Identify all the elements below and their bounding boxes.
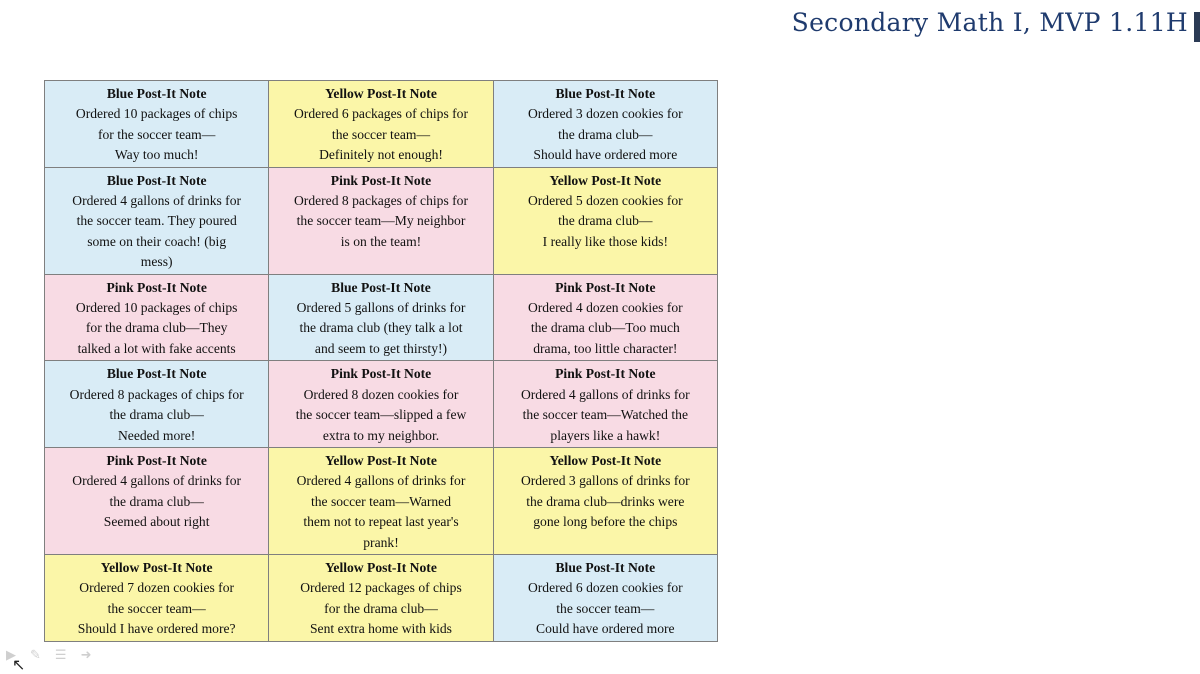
note-text-line: the soccer team—Watched the — [522, 407, 688, 423]
note-text-line: Way too much! — [114, 147, 199, 163]
note-text-line: Ordered 8 packages of chips for — [69, 386, 244, 402]
note-text-line: extra to my neighbor. — [322, 427, 440, 443]
note-title: Pink Post-It Note — [106, 279, 207, 295]
post-it-note-cell — [493, 447, 717, 554]
note-text-line: Ordered 12 packages of chips — [300, 580, 462, 596]
note-text-line: mess) — [140, 254, 173, 270]
note-title: Pink Post-It Note — [330, 172, 432, 188]
table-row — [45, 447, 718, 554]
note-title: Blue Post-It Note — [106, 86, 207, 101]
note-text-line: the soccer team—Warned — [310, 493, 452, 509]
note-text-line: Ordered 6 dozen cookies for — [527, 580, 683, 596]
note-title: Yellow Post-It Note — [325, 559, 437, 575]
note-text-line: Ordered 6 packages of chips for — [293, 106, 468, 122]
post-it-note-cell — [269, 447, 493, 554]
note-text-line: some on their coach! (big — [87, 233, 227, 249]
note-text-line: Ordered 10 packages of chips — [75, 106, 238, 122]
table-row — [45, 274, 718, 361]
pointer-icon[interactable]: ▶ — [6, 648, 16, 663]
note-title: Blue Post-It Note — [106, 366, 207, 382]
note-text-line: Ordered 5 gallons of drinks for — [296, 300, 466, 316]
note-title: Blue Post-It Note — [555, 559, 656, 575]
header-edge-bar — [1194, 12, 1200, 42]
note-text-line: Needed more! — [117, 427, 196, 443]
note-text-line: prank! — [363, 534, 399, 550]
notes-table-body — [45, 81, 718, 642]
note-text-line: Ordered 8 packages of chips for — [293, 193, 468, 209]
note-text-line: the drama club— — [109, 493, 204, 509]
note-title: Yellow Post-It Note — [100, 559, 213, 575]
post-it-note-cell — [493, 167, 717, 274]
note-text-line: I really like those kids! — [542, 233, 668, 249]
table-row — [45, 167, 718, 274]
note-text-line: Should have ordered more — [533, 147, 678, 163]
note-text-line: them not to repeat last year's — [303, 514, 459, 530]
note-text-line: the drama club— — [558, 126, 653, 142]
note-text-line: Ordered 8 dozen cookies for — [303, 386, 459, 402]
note-text-line: for the drama club— — [324, 600, 438, 616]
note-text-line: Ordered 10 packages of chips — [75, 300, 238, 316]
note-text-line: Ordered 4 gallons of drinks for — [296, 473, 466, 489]
note-title: Pink Post-It Note — [106, 452, 207, 468]
post-it-note-cell — [45, 167, 269, 274]
pen-icon[interactable]: ✎ — [30, 648, 41, 663]
note-text-line: drama, too little character! — [533, 340, 678, 356]
post-it-note-cell — [493, 361, 717, 448]
note-text-line: Seemed about right — [103, 514, 210, 530]
note-text-line: the drama club (they talk a lot — [299, 320, 463, 336]
note-text-line: the drama club— — [558, 213, 653, 229]
post-it-note-cell — [269, 274, 493, 361]
note-text-line: Definitely not enough! — [319, 147, 443, 163]
table-row — [45, 554, 718, 641]
note-text-line: is on the team! — [340, 233, 422, 249]
note-text-line: the soccer team—My neighbor — [296, 213, 466, 229]
note-title: Pink Post-It Note — [555, 366, 656, 382]
note-title: Blue Post-It Note — [331, 279, 431, 295]
note-title: Blue Post-It Note — [106, 172, 207, 188]
note-text-line: Ordered 3 dozen cookies for — [527, 106, 683, 122]
post-it-note-cell — [269, 361, 493, 448]
menu-icon[interactable]: ☰ — [54, 648, 67, 663]
note-text-line: Ordered 3 gallons of drinks for — [520, 473, 690, 489]
note-text-line: the soccer team— — [556, 600, 655, 616]
note-text-line: the drama club— — [109, 407, 204, 423]
note-text-line: Ordered 4 gallons of drinks for — [72, 193, 242, 209]
note-text-line: gone long before the chips — [533, 514, 678, 530]
note-title: Yellow Post-It Note — [549, 452, 662, 468]
note-text-line: for the soccer team— — [97, 126, 216, 142]
post-it-note-cell — [45, 447, 269, 554]
post-it-note-cell — [493, 554, 717, 641]
post-it-note-cell — [493, 81, 717, 168]
navigate-icon[interactable]: ➜ — [80, 648, 92, 663]
note-text-line: for the drama club—They — [85, 320, 228, 336]
note-title: Yellow Post-It Note — [549, 172, 662, 188]
post-it-note-cell — [45, 81, 269, 168]
note-text-line: the drama club—drinks were — [526, 493, 685, 509]
note-text-line: Should I have ordered more? — [77, 621, 236, 637]
note-text-line: Sent extra home with kids — [310, 621, 452, 637]
post-it-note-cell — [269, 554, 493, 641]
post-it-note-cell — [45, 554, 269, 641]
post-it-note-cell — [269, 81, 493, 168]
note-title: Yellow Post-It Note — [325, 86, 437, 101]
note-text-line: players like a hawk! — [550, 427, 661, 443]
note-text-line: Ordered 4 dozen cookies for — [527, 300, 683, 316]
table-row — [45, 361, 718, 448]
post-it-note-cell — [269, 167, 493, 274]
note-text-line: Could have ordered more — [536, 621, 675, 637]
note-text-line: Ordered 5 dozen cookies for — [527, 193, 683, 209]
post-it-note-cell — [493, 274, 717, 361]
note-text-line: Ordered 7 dozen cookies for — [79, 580, 235, 596]
note-text-line: the soccer team— — [107, 600, 206, 616]
table-row — [45, 81, 718, 168]
note-title: Pink Post-It Note — [330, 366, 432, 382]
note-text-line: the soccer team— — [331, 126, 431, 142]
note-text-line: Ordered 4 gallons of drinks for — [520, 386, 690, 402]
post-it-note-cell — [45, 361, 269, 448]
note-title: Pink Post-It Note — [555, 279, 656, 295]
note-text-line: talked a lot with fake accents — [77, 340, 236, 356]
mouse-cursor-icon: ↖ — [12, 655, 26, 674]
post-it-note-cell — [45, 274, 269, 361]
note-text-line: Ordered 4 gallons of drinks for — [72, 473, 242, 489]
note-title: Blue Post-It Note — [555, 86, 656, 101]
note-text-line: the soccer team—slipped a few — [295, 407, 467, 423]
note-text-line: the drama club—Too much — [530, 320, 680, 336]
page-title: Secondary Math I, MVP 1.11H — [791, 8, 1188, 37]
note-text-line: and seem to get thirsty!) — [314, 340, 448, 356]
note-title: Yellow Post-It Note — [325, 452, 437, 468]
post-it-notes-table — [44, 80, 718, 642]
note-text-line: the soccer team. They poured — [76, 213, 237, 229]
